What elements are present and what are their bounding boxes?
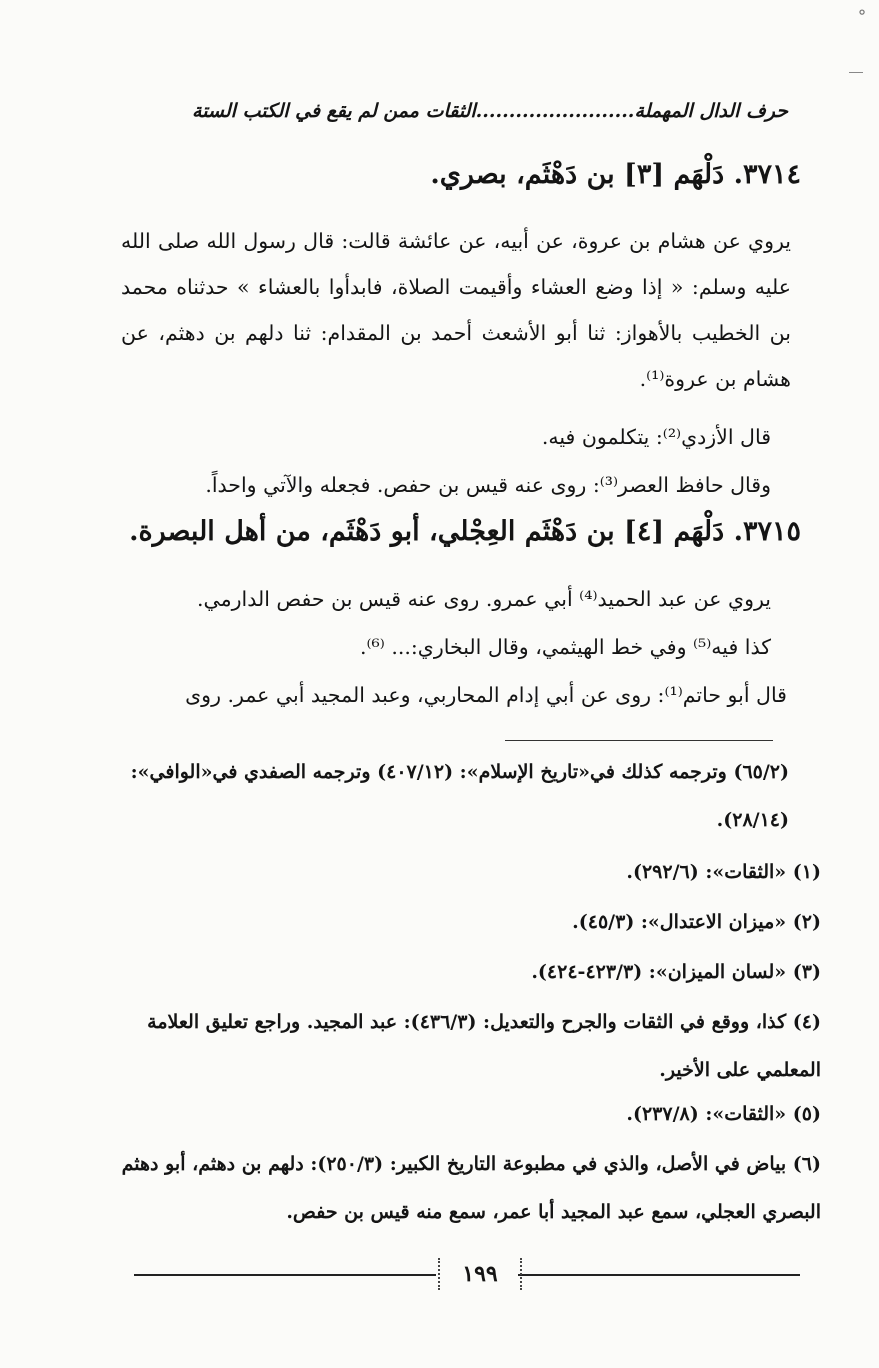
page-number: ١٩٩ bbox=[438, 1258, 522, 1290]
entry-3714-hafiz: وقال حافظ العصر⁽³⁾: روى عنه قيس بن حفص. فجعله والآتي واحداً. bbox=[205, 473, 771, 497]
footnote-5: (٥) «الثقات»: (٢٣٧/٨). bbox=[626, 1103, 821, 1125]
footnote-6: (٦) بياض في الأصل، والذي في مطبوعة التاريخ الكبير: (٢٥٠/٣): دلهم بن دهثم، أبو دهثم البصري العجلي، سمع عبد المجيد أبا عمر، سمع منه قيس بن حفص. bbox=[121, 1153, 821, 1223]
entry-3715-line-2: كذا فيه⁽⁵⁾ وفي خط الهيثمي، وقال البخاري:... ⁽⁶⁾. bbox=[359, 635, 771, 659]
header-chapter-text: حرف الدال المهملة bbox=[634, 100, 788, 122]
margin-dash bbox=[849, 72, 863, 73]
footnote-1: (١) «الثقات»: (٢٩٢/٦). bbox=[626, 861, 821, 883]
entry-3714-paragraph: يروي عن هشام بن عروة، عن أبيه، عن عائشة قالت: قال رسول الله صلى الله عليه وسلم: « إذا وضع العشاء وأقيمت الصلاة، فابدأوا بالعشاء » حدثناه محمد بن الخطيب بالأهواز: ثنا أبو الأشعث أحمد بن المقدام: ثنا دلهم بن دهثم، عن هشام بن عروة⁽¹⁾. bbox=[121, 229, 791, 391]
footer-rule-left bbox=[134, 1274, 436, 1276]
header-chapter bbox=[192, 100, 788, 122]
header-dots: ........................ bbox=[475, 100, 635, 122]
footnote-divider bbox=[505, 740, 773, 741]
header-book-title: الثقات ممن لم يقع في الكتب الستة bbox=[192, 100, 476, 122]
footer-rule-right bbox=[518, 1274, 800, 1276]
footnote-2: (٢) «ميزان الاعتدال»: (٤٥/٣). bbox=[572, 911, 821, 933]
footnote-continued: (٦٥/٢) وترجمه كذلك في«تاريخ الإسلام»: (٤٠٧/١٢) وترجمه الصفدي في«الوافي»: (٢٨/١٤). bbox=[130, 761, 789, 831]
entry-3715-line-1: يروي عن عبد الحميد⁽⁴⁾ أبي عمرو. روى عنه قيس بن حفص الدارمي. bbox=[197, 587, 771, 611]
running-header bbox=[128, 100, 788, 142]
entry-3715-line-3: قال أبو حاتم⁽¹⁾: روى عن أبي إدام المحاربي، وعبد المجيد أبي عمر. روى bbox=[185, 683, 787, 707]
footnote-3: (٣) «لسان الميزان»: (٤٢٣/٣-٤٢٤). bbox=[531, 961, 821, 983]
entry-3714-azdi: قال الأزدي⁽²⁾: يتكلمون فيه. bbox=[541, 425, 771, 449]
entry-title-3714: ٣٧١٤. دَلْهَم [٣] بن دَهْثَم، بصري. bbox=[430, 159, 801, 190]
scan-mark: ﹾ bbox=[859, 8, 865, 32]
footnote-4: (٤) كذا، ووقع في الثقات والجرح والتعديل: (٤٣٦/٣): عبد المجيد. وراجع تعليق العلامة المعلمي على الأخير. bbox=[147, 1011, 821, 1081]
entry-title-3715: ٣٧١٥. دَلْهَم [٤] بن دَهْثَم العِجْلي، أبو دَهْثَم، من أهل البصرة. bbox=[129, 516, 801, 547]
